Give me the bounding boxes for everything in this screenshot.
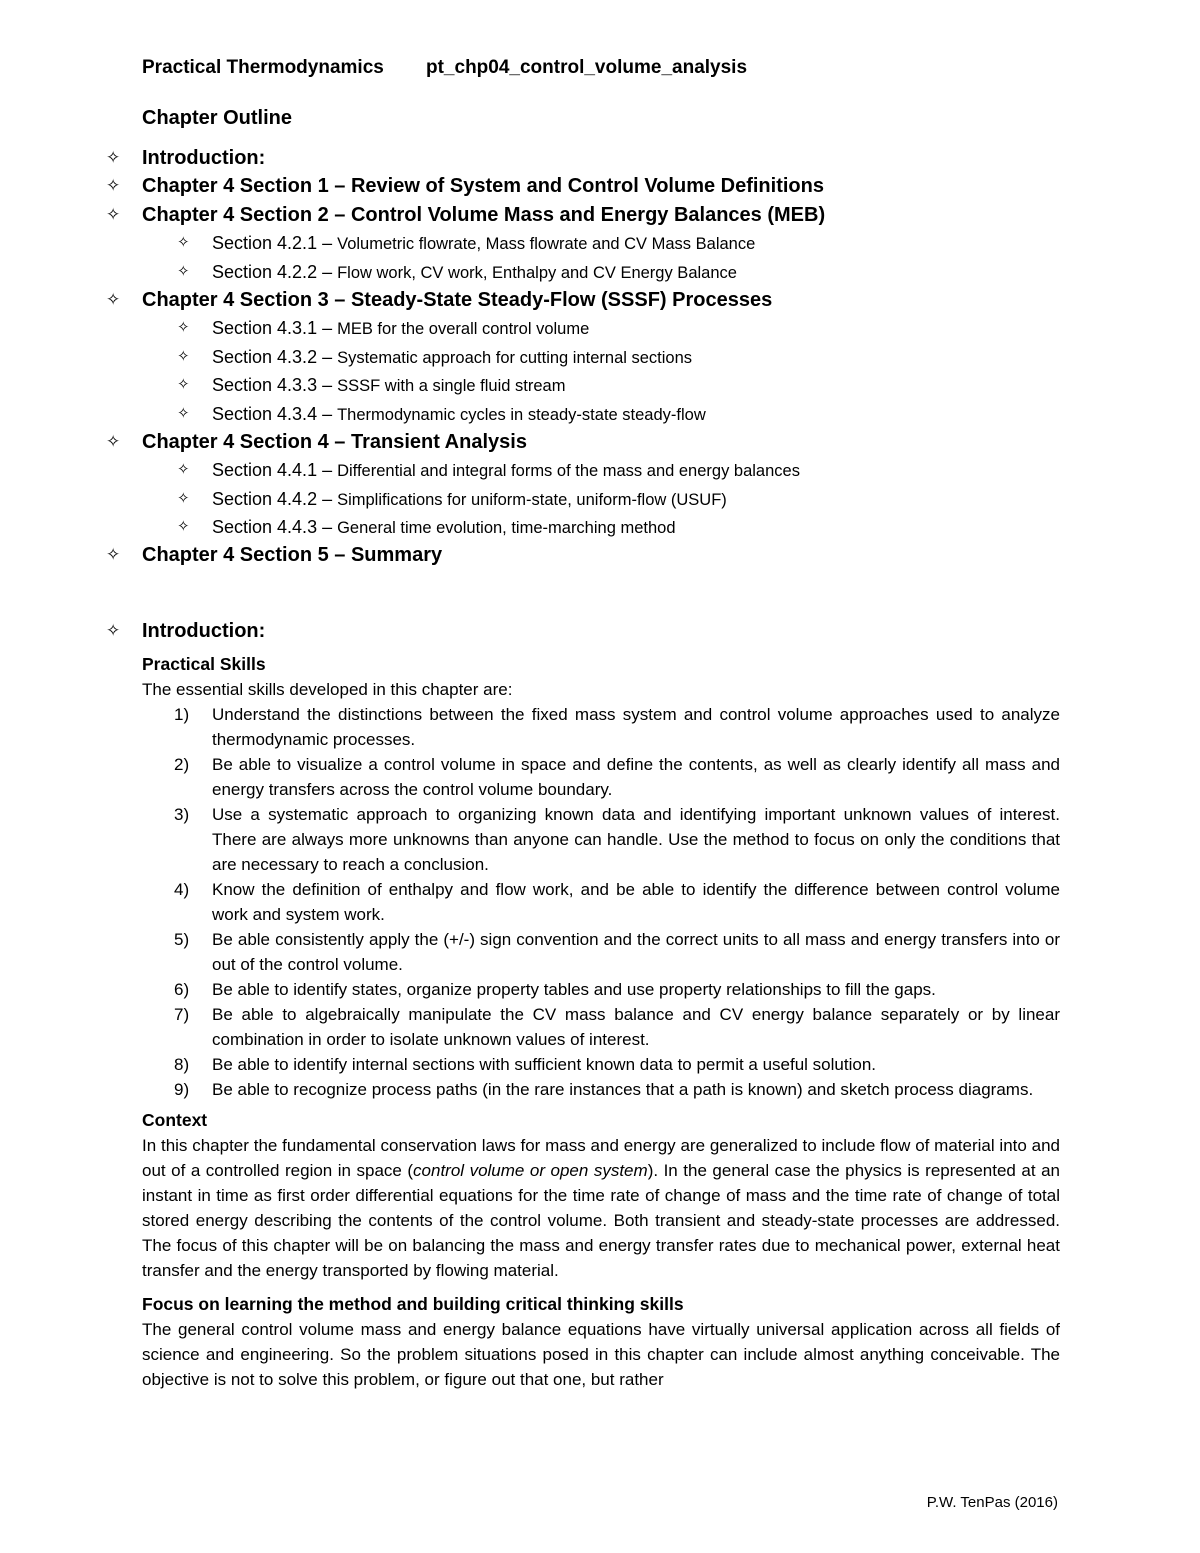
focus-heading: Focus on learning the method and building critical thinking skills <box>142 1294 684 1314</box>
introduction-heading-label: Introduction: <box>142 620 266 642</box>
outline-chapter-item <box>0 286 1200 314</box>
outline-section-item <box>0 314 1200 342</box>
outline-chapter-item <box>0 201 1200 229</box>
skill-number: 1) <box>174 705 190 724</box>
outline-section-number: Section 4.2.2 – <box>212 261 338 282</box>
outline-chapter-label: Chapter 4 Section 2 – Control Volume Mass and Energy Balances (MEB) <box>142 203 826 226</box>
diamond-bullet-icon: ✧ <box>177 376 190 394</box>
focus-paragraph: The general control volume mass and energy balance equations have virtually universal application across all fields of science and engineering. So the problem situations posed in this chapter can include almost anything conceivable. The objective is not to solve this problem, or figure out that one, but rather <box>142 1320 1060 1389</box>
skill-item <box>142 802 1060 877</box>
outline-chapter-item <box>0 144 1200 172</box>
outline-title: Chapter Outline <box>142 107 293 129</box>
skill-item <box>142 1002 1060 1052</box>
skill-number: 5) <box>174 930 190 949</box>
diamond-bullet-icon: ✧ <box>106 431 121 451</box>
diamond-bullet-icon: ✧ <box>177 461 190 479</box>
outline-section-number: Section 4.3.3 – <box>212 375 338 396</box>
outline-chapter-item <box>0 541 1200 569</box>
skill-text: Understand the distinctions between the fixed mass system and control volume approaches used to analyze thermodynamic processes. <box>212 705 1060 749</box>
outline-section-item <box>0 485 1200 513</box>
document-id: pt_chp04_control_volume_analysis <box>426 57 748 78</box>
context-text-before: In this chapter the fundamental conservation laws for mass and energy are generalized to include flow of material into and out of a controlled region in space ( <box>142 1136 1060 1180</box>
diamond-bullet-icon: ✧ <box>106 289 121 309</box>
context-text-after: ). In the general case the physics is represented at an instant in time as first order differential equations for the time rate of change of mass and the time rate of change of total stored energy describing the contents of the control volume. Both transient and steady-state processes are addressed. The focus of this chapter will be on balancing the mass and energy transfer rates due to mechanical power, external heat transfer and the energy transported by flowing material. <box>142 1161 1060 1280</box>
skill-item <box>142 1052 1060 1077</box>
skill-text: Know the definition of enthalpy and flow work, and be able to identify the difference between control volume work and system work. <box>212 880 1060 924</box>
diamond-bullet-icon: ✧ <box>106 545 121 565</box>
outline-section-number: Section 4.4.3 – <box>212 517 338 538</box>
skill-number: 3) <box>174 805 190 824</box>
context-heading: Context <box>142 1110 208 1130</box>
skill-item <box>142 752 1060 802</box>
outline-chapter-label: Introduction: <box>142 147 266 169</box>
outline-chapter-item <box>0 428 1200 456</box>
outline-section-number: Section 4.4.2 – <box>212 488 338 509</box>
chapter-outline <box>0 144 1200 570</box>
outline-section-description: MEB for the overall control volume <box>337 320 590 339</box>
skills-intro: The essential skills developed in this chapter are: <box>142 680 513 699</box>
outline-section-item <box>0 229 1200 257</box>
diamond-bullet-icon: ✧ <box>177 404 190 422</box>
outline-section-item <box>0 343 1200 371</box>
outline-section-item <box>0 400 1200 428</box>
skill-number: 8) <box>174 1055 190 1074</box>
context-paragraph <box>142 1133 1060 1283</box>
skills-list <box>142 702 1060 1102</box>
outline-chapter-label: Chapter 4 Section 3 – Steady-State Steady-Flow (SSSF) Processes <box>142 288 773 311</box>
outline-section-description: General time evolution, time-marching method <box>337 519 676 538</box>
skill-text: Be able to visualize a control volume in space and define the contents, as well as clearly identify all mass and energy transfers across the control volume boundary. <box>212 755 1060 799</box>
skill-item <box>142 702 1060 752</box>
diamond-bullet-icon: ✧ <box>177 489 190 507</box>
skill-text: Be able to identify states, organize property tables and use property relationships to fill the gaps. <box>212 980 936 999</box>
skill-number: 4) <box>174 880 190 899</box>
skill-item <box>142 977 1060 1002</box>
outline-section-number: Section 4.2.1 – <box>212 233 338 254</box>
skill-number: 6) <box>174 980 190 999</box>
outline-section-description: SSSF with a single fluid stream <box>337 377 566 396</box>
diamond-bullet-icon: ✧ <box>106 176 121 196</box>
outline-chapter-label: Chapter 4 Section 1 – Review of System and Control Volume Definitions <box>142 175 824 198</box>
context-emphasis: control volume or open system <box>413 1161 648 1180</box>
page-header <box>142 57 748 79</box>
outline-section-description: Volumetric flowrate, Mass flowrate and CV Mass Balance <box>337 235 756 254</box>
diamond-bullet-icon: ✧ <box>106 621 121 640</box>
diamond-bullet-icon: ✧ <box>106 204 121 224</box>
skill-item <box>142 927 1060 977</box>
outline-section-description: Systematic approach for cutting internal sections <box>337 348 693 367</box>
skill-text: Be able to algebraically manipulate the CV mass balance and CV energy balance separately or by linear combination in order to isolate unknown values of interest. <box>212 1005 1060 1049</box>
outline-section-description: Thermodynamic cycles in steady-state steady-flow <box>337 405 706 424</box>
diamond-bullet-icon: ✧ <box>106 148 121 167</box>
skill-number: 9) <box>174 1080 190 1099</box>
diamond-bullet-icon: ✧ <box>177 234 190 252</box>
diamond-bullet-icon: ✧ <box>177 262 190 280</box>
skill-number: 7) <box>174 1005 190 1024</box>
outline-section-item <box>0 513 1200 541</box>
introduction-body <box>142 652 1060 1392</box>
skill-text: Be able to recognize process paths (in the rare instances that a path is known) and sketch process diagrams. <box>212 1080 1034 1099</box>
outline-chapter-item <box>0 172 1200 200</box>
outline-section-item <box>0 456 1200 484</box>
page-footer: P.W. TenPas (2016) <box>926 1494 1058 1511</box>
outline-chapter-label: Chapter 4 Section 4 – Transient Analysis <box>142 430 527 453</box>
skill-text: Be able consistently apply the (+/-) sign convention and the correct units to all mass and energy transfers into or out of the control volume. <box>212 930 1060 974</box>
skill-text: Use a systematic approach to organizing known data and identifying important unknown values of interest. There are always more unknowns than anyone can handle. Use the method to focus on only the conditions that are necessary to reach a conclusion. <box>212 805 1060 874</box>
diamond-bullet-icon: ✧ <box>177 319 190 337</box>
outline-section-description: Flow work, CV work, Enthalpy and CV Energy Balance <box>337 263 737 282</box>
outline-section-description: Simplifications for uniform-state, uniform-flow (USUF) <box>337 490 727 509</box>
course-title: Practical Thermodynamics <box>142 57 384 78</box>
outline-section-number: Section 4.3.4 – <box>212 403 338 424</box>
outline-section-number: Section 4.3.1 – <box>212 318 338 339</box>
outline-section-item <box>0 258 1200 286</box>
outline-chapter-label: Chapter 4 Section 5 – Summary <box>142 544 443 567</box>
skill-item <box>142 1077 1060 1102</box>
introduction-heading <box>0 617 1200 645</box>
skill-number: 2) <box>174 755 190 774</box>
outline-section-number: Section 4.4.1 – <box>212 460 338 481</box>
outline-section-item <box>0 371 1200 399</box>
skill-item <box>142 877 1060 927</box>
practical-skills-heading: Practical Skills <box>142 654 266 674</box>
outline-section-number: Section 4.3.2 – <box>212 346 338 367</box>
diamond-bullet-icon: ✧ <box>177 518 190 536</box>
outline-section-description: Differential and integral forms of the mass and energy balances <box>337 462 800 481</box>
skill-text: Be able to identify internal sections with sufficient known data to permit a useful solution. <box>212 1055 877 1074</box>
diamond-bullet-icon: ✧ <box>177 347 190 365</box>
